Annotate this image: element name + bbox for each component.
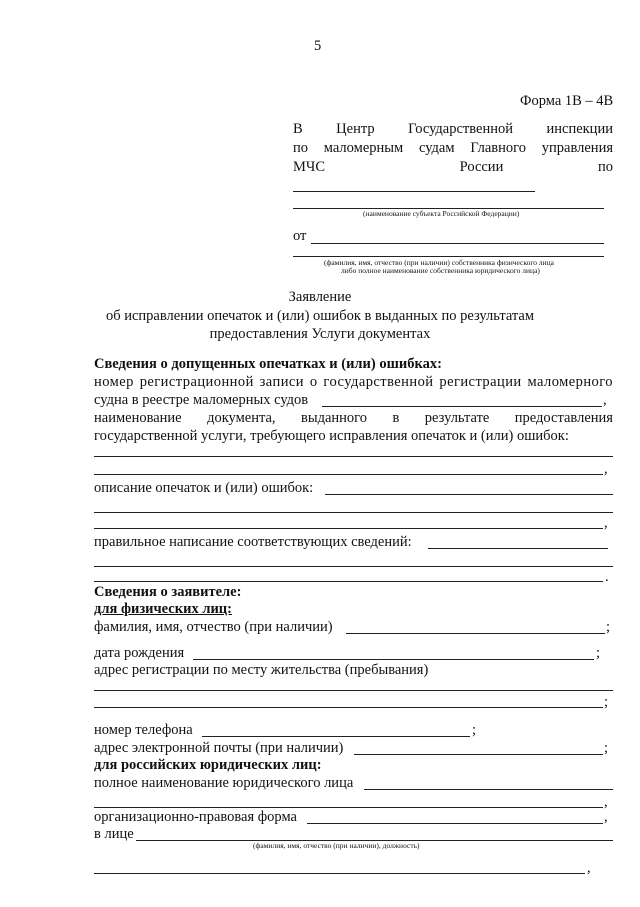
legal-form-comma: ,: [604, 809, 608, 825]
doc-field-line-1[interactable]: [94, 456, 613, 457]
person-label: в лице: [94, 826, 134, 842]
form-label: Форма 1В – 4В: [520, 93, 614, 109]
applicant-heading: Сведения о заявителе:: [94, 584, 242, 600]
legal-form-field[interactable]: [307, 823, 603, 824]
phone-label: номер телефона: [94, 722, 193, 738]
correct-period: .: [605, 569, 609, 585]
legal-form-label: организационно-правовая форма: [94, 809, 297, 825]
person-caption: (фамилия, имя, отчество (при наличии), должность): [253, 841, 420, 850]
fio-semicolon: ;: [606, 619, 611, 635]
correct-label: правильное написание соответствующих сведений:: [94, 534, 412, 550]
birth-semicolon: ;: [596, 645, 601, 661]
legal-heading: для российских юридических лиц:: [94, 757, 322, 773]
fio-field[interactable]: [346, 633, 605, 634]
address-field-line-1[interactable]: [94, 690, 613, 691]
description-field-line-2[interactable]: [94, 512, 613, 513]
from-field-line-2[interactable]: [293, 256, 604, 257]
from-label: от: [293, 228, 307, 244]
doc-field-line-2[interactable]: [94, 474, 603, 475]
from-caption-1: (фамилия, имя, отчество (при наличии) собственника физического лица: [324, 258, 554, 267]
from-caption-2: либо полное наименование собственника юридического лица): [341, 266, 540, 275]
addressee-line-1: В Центр Государственной инспекции: [293, 121, 613, 137]
correct-field-line-1[interactable]: [428, 548, 608, 549]
subject-caption: (наименование субъекта Российской Федерации): [363, 209, 520, 218]
from-field-line[interactable]: [311, 243, 604, 244]
errors-heading: Сведения о допущенных опечатках и (или) ошибках:: [94, 356, 442, 372]
email-label: адрес электронной почты (при наличии): [94, 740, 344, 756]
title-line-2: об исправлении опечаток и (или) ошибок в выданных по результатам: [105, 308, 535, 324]
person-field-line-2[interactable]: [94, 873, 585, 874]
description-label: описание опечаток и (или) ошибок:: [94, 480, 314, 496]
description-field-line-1[interactable]: [325, 494, 613, 495]
subject-field-line-1[interactable]: [293, 191, 535, 192]
page-number: 5: [314, 38, 322, 54]
address-field-line-2[interactable]: [94, 707, 603, 708]
doc-line-1: наименование документа, выданного в результате предоставления: [94, 410, 613, 426]
address-semicolon: ;: [604, 694, 609, 710]
phone-field[interactable]: [202, 736, 470, 737]
fio-label: фамилия, имя, отчество (при наличии): [94, 619, 333, 635]
legal-name-label: полное наименование юридического лица: [94, 775, 354, 791]
legal-name-comma: ,: [604, 794, 608, 810]
phone-semicolon: ;: [472, 722, 477, 738]
reg-comma: ,: [603, 392, 607, 408]
correct-field-line-3[interactable]: [94, 581, 603, 582]
reg-line-2: судна в реестре маломерных судов: [94, 392, 309, 408]
description-field-line-3[interactable]: [94, 528, 603, 529]
individuals-heading: для физических лиц:: [94, 601, 232, 617]
person-comma: ,: [587, 860, 591, 876]
reg-number-field[interactable]: [322, 406, 602, 407]
legal-name-field-line-2[interactable]: [94, 807, 603, 808]
legal-name-field-line-1[interactable]: [364, 789, 613, 790]
title-line-3: предоставления Услуги документах: [209, 326, 431, 342]
doc-line-2: государственной услуги, требующего исправления опечаток и (или) ошибок:: [94, 428, 569, 444]
email-semicolon: ;: [604, 740, 609, 756]
doc-comma: ,: [604, 461, 608, 477]
reg-line-1: номер регистрационной записи о государственной регистрации маломерного: [94, 374, 613, 390]
addressee-line-3: МЧС России по: [293, 159, 613, 175]
birth-label: дата рождения: [94, 645, 185, 661]
correct-field-line-2[interactable]: [94, 566, 613, 567]
address-label: адрес регистрации по месту жительства (пребывания): [94, 662, 429, 678]
birth-field[interactable]: [193, 659, 594, 660]
title-line-1: Заявление: [288, 289, 352, 305]
addressee-line-2: по маломерным судам Главного управления: [293, 140, 613, 156]
email-field[interactable]: [354, 754, 603, 755]
description-comma: ,: [604, 515, 608, 531]
